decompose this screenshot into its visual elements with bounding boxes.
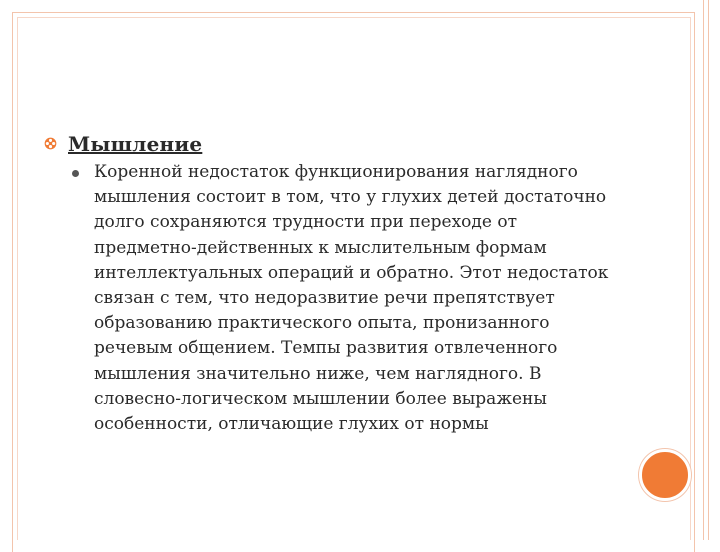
- flower-bullet-icon: [44, 137, 57, 150]
- slide-paragraph: Коренной недостаток функционирования наглядного мышления состоит в том, что у глухих детей достаточно долго сохраняются трудности при переходе от предметно-действенных к мыслительным формам интеллектуальных операций и обратно. Этот недостаток связан с тем, что недоразвитие речи препятствует образованию практического опыта, пронизанного речевым общением. Темпы развития отвлеченного мышления значительно ниже, чем наглядного. В словесно-логическом мышлении более выражены особенности, отличающие глухих от нормы: [94, 162, 609, 435]
- slide-heading: Мышление: [68, 132, 203, 156]
- frame-line-right-outer: [703, 0, 704, 540]
- bullet-level2: [68, 160, 624, 437]
- orange-circle-icon: [639, 449, 691, 501]
- slide-content: [44, 128, 624, 437]
- dot-bullet-icon: [72, 170, 79, 177]
- frame-line-right-inner: [708, 0, 709, 540]
- bullet-level1: [44, 128, 624, 160]
